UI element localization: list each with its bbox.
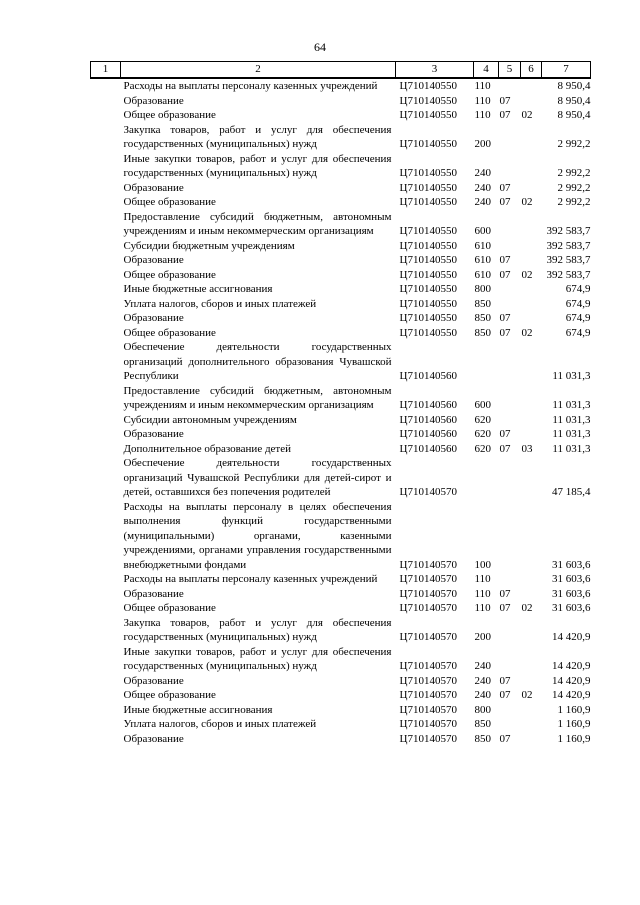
cell-amount: 2 992,2 <box>557 167 591 179</box>
table-row <box>91 311 591 326</box>
cell-amount: 1 160,9 <box>557 732 591 745</box>
cell-grp: 240 <box>474 167 491 179</box>
cell-code: Ц710140560 <box>399 442 457 455</box>
cell-sub <box>521 253 542 268</box>
cell-amount: 14 420,9 <box>552 631 591 643</box>
cell-code: Ц710140560 <box>399 413 457 426</box>
cell-grp: 620 <box>474 413 491 426</box>
cell-amount: 11 031,3 <box>552 413 591 426</box>
table-row <box>91 703 591 718</box>
cell-grp: 110 <box>474 587 491 600</box>
table-row <box>91 717 591 732</box>
cell-code: Ц710140550 <box>399 138 457 150</box>
cell-amount: 392 583,7 <box>546 254 591 266</box>
table-row <box>91 587 591 602</box>
cell-empty <box>91 601 121 616</box>
cell-grp: 110 <box>474 109 491 121</box>
cell-grp: 110 <box>474 80 491 92</box>
cell-grp: 600 <box>474 399 491 411</box>
cell-code: Ц710140550 <box>399 181 457 194</box>
cell-sec <box>499 717 521 732</box>
cell-grp: 850 <box>474 297 491 310</box>
cell-sec <box>499 123 521 152</box>
cell-name: Общее образование <box>123 689 216 701</box>
cell-name: Расходы на выплаты персоналу в целях обеспечения выполнения функций государственными (муниципальными) органами, казенными учреждениями, органами управления государственными внебюджетными фондами <box>123 500 392 571</box>
cell-grp: 240 <box>474 689 491 701</box>
table-row <box>91 282 591 297</box>
table-row <box>91 181 591 196</box>
cell-name: Общее образование <box>123 196 216 208</box>
cell-sub <box>521 78 542 94</box>
cell-sub <box>521 703 542 718</box>
cell-empty <box>91 456 121 500</box>
cell-name: Общее образование <box>123 326 216 339</box>
table-body <box>91 78 591 746</box>
column-header-4: 4 <box>474 62 499 79</box>
cell-sec: 07 <box>499 268 511 281</box>
table-row <box>91 297 591 312</box>
cell-code: Ц710140570 <box>399 486 457 498</box>
cell-sub <box>521 572 542 587</box>
cell-name: Иные закупки товаров, работ и услуг для обеспечения государственных (муниципальных) нужд <box>123 645 392 672</box>
cell-name: Закупка товаров, работ и услуг для обеспечения государственных (муниципальных) нужд <box>123 123 392 150</box>
cell-amount: 31 603,6 <box>552 587 591 600</box>
cell-sec <box>499 616 521 645</box>
table-row <box>91 239 591 254</box>
cell-empty <box>91 282 121 297</box>
cell-name: Образование <box>123 312 184 324</box>
cell-grp <box>474 340 499 384</box>
cell-code: Ц710140550 <box>399 80 457 92</box>
cell-amount: 14 420,9 <box>552 674 591 687</box>
cell-code: Ц710140560 <box>399 399 457 411</box>
cell-empty <box>91 311 121 326</box>
table-row <box>91 427 591 442</box>
page-number: 64 <box>314 40 326 54</box>
cell-code: Ц710140570 <box>399 718 457 730</box>
cell-amount: 11 031,3 <box>552 370 591 382</box>
cell-amount: 11 031,3 <box>552 399 591 411</box>
cell-empty <box>91 442 121 457</box>
cell-sub <box>521 340 542 384</box>
cell-sub: 03 <box>521 442 533 455</box>
cell-name: Расходы на выплаты персоналу казенных учреждений <box>123 573 378 585</box>
cell-name: Уплата налогов, сборов и иных платежей <box>123 297 317 310</box>
cell-sub <box>521 616 542 645</box>
cell-sub <box>521 152 542 181</box>
cell-name: Дополнительное образование детей <box>123 442 292 455</box>
cell-code: Ц710140550 <box>399 167 457 179</box>
cell-code: Ц710140550 <box>399 254 457 266</box>
table-row <box>91 732 591 747</box>
cell-name: Образование <box>123 181 184 194</box>
cell-sec <box>499 572 521 587</box>
cell-name: Закупка товаров, работ и услуг для обеспечения государственных (муниципальных) нужд <box>123 616 392 643</box>
cell-code: Ц710140550 <box>399 283 457 295</box>
cell-sub <box>521 297 542 312</box>
cell-sec: 07 <box>499 674 511 687</box>
cell-sub <box>521 587 542 602</box>
cell-code: Ц710140550 <box>399 196 457 208</box>
cell-amount: 1 160,9 <box>557 718 591 730</box>
cell-sec: 07 <box>499 312 511 324</box>
cell-empty <box>91 645 121 674</box>
cell-sub <box>521 384 542 413</box>
cell-amount: 14 420,9 <box>552 660 591 672</box>
cell-sub <box>521 181 542 196</box>
cell-sub <box>521 282 542 297</box>
cell-grp: 610 <box>474 268 491 281</box>
cell-empty <box>91 413 121 428</box>
cell-empty <box>91 108 121 123</box>
cell-grp <box>474 456 499 500</box>
cell-amount: 392 583,7 <box>546 239 591 252</box>
cell-empty <box>91 572 121 587</box>
cell-sec: 07 <box>499 109 511 121</box>
cell-name: Предоставление субсидий бюджетным, автономным учреждениям и иным некоммерческим организациям <box>123 210 392 237</box>
cell-code: Ц710140550 <box>399 326 457 339</box>
table-row <box>91 210 591 239</box>
cell-code: Ц710140550 <box>399 268 457 281</box>
cell-sec <box>499 500 521 573</box>
cell-sec <box>499 340 521 384</box>
cell-sub <box>521 123 542 152</box>
cell-empty <box>91 384 121 413</box>
cell-grp: 610 <box>474 254 491 266</box>
cell-empty <box>91 427 121 442</box>
cell-empty <box>91 500 121 573</box>
table-row <box>91 442 591 457</box>
cell-name: Иные бюджетные ассигнования <box>123 283 273 295</box>
cell-amount: 31 603,6 <box>552 573 591 585</box>
cell-name: Образование <box>123 674 184 687</box>
cell-code: Ц710140550 <box>399 297 457 310</box>
cell-grp: 200 <box>474 631 491 643</box>
cell-grp: 850 <box>474 732 491 745</box>
column-header-5: 5 <box>499 62 521 79</box>
cell-amount: 47 185,4 <box>552 486 591 498</box>
table-row <box>91 78 591 94</box>
cell-empty <box>91 587 121 602</box>
table-row <box>91 253 591 268</box>
table-row <box>91 384 591 413</box>
cell-sub: 02 <box>521 602 533 614</box>
cell-sec <box>499 210 521 239</box>
cell-amount: 11 031,3 <box>552 442 591 455</box>
cell-amount: 674,9 <box>565 326 591 339</box>
cell-amount: 8 950,4 <box>557 80 591 92</box>
cell-empty <box>91 717 121 732</box>
cell-name: Обеспечение деятельности государственных организаций дополнительного образования Чувашской Республики <box>123 341 392 382</box>
cell-sec <box>499 413 521 428</box>
cell-amount: 392 583,7 <box>546 225 591 237</box>
cell-code: Ц710140560 <box>399 370 457 382</box>
cell-amount: 8 950,4 <box>557 109 591 121</box>
table-row <box>91 413 591 428</box>
column-header-3: 3 <box>396 62 474 79</box>
cell-sub <box>521 500 542 573</box>
cell-code: Ц710140550 <box>399 239 457 252</box>
cell-name: Образование <box>123 587 184 600</box>
cell-name: Иные бюджетные ассигнования <box>123 703 273 716</box>
cell-sub <box>521 239 542 254</box>
cell-grp: 800 <box>474 283 491 295</box>
cell-name: Общее образование <box>123 109 216 121</box>
cell-grp: 110 <box>474 573 491 585</box>
cell-empty <box>91 688 121 703</box>
cell-code: Ц710140550 <box>399 225 457 237</box>
cell-sub <box>521 427 542 442</box>
cell-amount: 392 583,7 <box>546 268 591 281</box>
cell-sub <box>521 674 542 689</box>
column-header-1: 1 <box>91 62 121 79</box>
cell-name: Образование <box>123 94 184 107</box>
cell-amount: 1 160,9 <box>557 703 591 716</box>
cell-name: Общее образование <box>123 268 216 281</box>
cell-amount: 674,9 <box>565 312 591 324</box>
cell-code: Ц710140550 <box>399 312 457 324</box>
cell-empty <box>91 181 121 196</box>
cell-amount: 674,9 <box>565 297 591 310</box>
cell-sec <box>499 78 521 94</box>
cell-empty <box>91 210 121 239</box>
cell-grp: 240 <box>474 660 491 672</box>
cell-code: Ц710140570 <box>399 703 457 716</box>
cell-code: Ц710140570 <box>399 732 457 745</box>
cell-grp: 100 <box>474 558 491 571</box>
table-row <box>91 601 591 616</box>
cell-empty <box>91 78 121 94</box>
table-row <box>91 616 591 645</box>
cell-sec <box>499 384 521 413</box>
cell-amount: 2 992,2 <box>557 138 591 150</box>
cell-code: Ц710140570 <box>399 602 457 614</box>
table-row <box>91 688 591 703</box>
cell-name: Образование <box>123 732 184 745</box>
cell-name: Образование <box>123 254 184 266</box>
cell-name: Расходы на выплаты персоналу казенных учреждений <box>123 80 378 92</box>
cell-sec: 07 <box>499 602 511 614</box>
table-row <box>91 500 591 573</box>
cell-sub <box>521 311 542 326</box>
cell-empty <box>91 616 121 645</box>
cell-code: Ц710140550 <box>399 109 457 121</box>
cell-sub <box>521 717 542 732</box>
cell-sub <box>521 413 542 428</box>
cell-amount: 8 950,4 <box>557 94 591 107</box>
cell-code: Ц710140550 <box>399 94 457 107</box>
cell-code: Ц710140570 <box>399 631 457 643</box>
cell-amount: 674,9 <box>565 283 591 295</box>
cell-code: Ц710140560 <box>399 428 457 440</box>
cell-sub: 02 <box>521 268 533 281</box>
cell-sec: 07 <box>499 442 511 455</box>
cell-sec <box>499 456 521 500</box>
cell-sub <box>521 456 542 500</box>
cell-amount: 2 992,2 <box>557 181 591 194</box>
table-row <box>91 674 591 689</box>
cell-sec: 07 <box>499 732 511 745</box>
cell-empty <box>91 340 121 384</box>
table-row <box>91 108 591 123</box>
cell-amount: 31 603,6 <box>552 558 591 571</box>
cell-sec <box>499 152 521 181</box>
cell-sub <box>521 210 542 239</box>
cell-sub <box>521 732 542 747</box>
table-row <box>91 94 591 109</box>
cell-code: Ц710140570 <box>399 660 457 672</box>
cell-grp: 240 <box>474 674 491 687</box>
table-header <box>91 62 591 79</box>
cell-empty <box>91 732 121 747</box>
header-row <box>91 62 591 79</box>
cell-amount: 2 992,2 <box>557 196 591 208</box>
cell-sec: 07 <box>499 94 511 107</box>
cell-amount: 31 603,6 <box>552 602 591 614</box>
cell-sec: 07 <box>499 196 511 208</box>
cell-sub: 02 <box>521 109 533 121</box>
cell-grp: 110 <box>474 602 491 614</box>
cell-code: Ц710140570 <box>399 558 457 571</box>
cell-grp: 600 <box>474 225 491 237</box>
cell-amount: 14 420,9 <box>552 689 591 701</box>
cell-grp: 850 <box>474 718 491 730</box>
cell-amount: 11 031,3 <box>552 428 591 440</box>
cell-name: Предоставление субсидий бюджетным, автономным учреждениям и иным некоммерческим организациям <box>123 384 392 411</box>
cell-sec: 07 <box>499 689 511 701</box>
table-row <box>91 152 591 181</box>
cell-empty <box>91 674 121 689</box>
column-header-6: 6 <box>521 62 542 79</box>
cell-sub: 02 <box>521 326 533 339</box>
cell-grp: 240 <box>474 196 491 208</box>
cell-sec: 07 <box>499 428 511 440</box>
cell-grp: 850 <box>474 312 491 324</box>
cell-grp: 800 <box>474 703 491 716</box>
table-row <box>91 326 591 341</box>
cell-empty <box>91 703 121 718</box>
cell-sub <box>521 645 542 674</box>
cell-empty <box>91 123 121 152</box>
cell-empty <box>91 297 121 312</box>
cell-grp: 620 <box>474 442 491 455</box>
cell-sec: 07 <box>499 181 511 194</box>
cell-sec: 07 <box>499 587 511 600</box>
cell-empty <box>91 326 121 341</box>
cell-empty <box>91 94 121 109</box>
cell-sub: 02 <box>521 689 533 701</box>
cell-grp: 110 <box>474 94 491 107</box>
cell-sec <box>499 282 521 297</box>
cell-empty <box>91 268 121 283</box>
cell-code: Ц710140570 <box>399 573 457 585</box>
table-row <box>91 645 591 674</box>
cell-sec: 07 <box>499 254 511 266</box>
cell-grp: 240 <box>474 181 491 194</box>
cell-grp: 620 <box>474 428 491 440</box>
cell-empty <box>91 195 121 210</box>
cell-code: Ц710140570 <box>399 689 457 701</box>
cell-sec <box>499 239 521 254</box>
cell-sec: 07 <box>499 326 511 339</box>
column-header-7: 7 <box>542 62 591 79</box>
cell-code: Ц710140570 <box>399 674 457 687</box>
table-row <box>91 123 591 152</box>
cell-sub: 02 <box>521 196 533 208</box>
cell-empty <box>91 239 121 254</box>
cell-name: Субсидии автономным учреждениям <box>123 413 297 426</box>
cell-empty <box>91 152 121 181</box>
cell-name: Субсидии бюджетным учреждениям <box>123 239 295 252</box>
table-row <box>91 572 591 587</box>
cell-grp: 610 <box>474 239 491 252</box>
table-row <box>91 456 591 500</box>
cell-sec <box>499 645 521 674</box>
cell-grp: 200 <box>474 138 491 150</box>
cell-name: Образование <box>123 428 184 440</box>
cell-grp: 850 <box>474 326 491 339</box>
cell-name: Обеспечение деятельности государственных организаций Чувашской Республики для детей-сирот и детей, оставшихся без попечения родителей <box>123 457 392 498</box>
cell-empty <box>91 253 121 268</box>
table-row <box>91 340 591 384</box>
cell-name: Уплата налогов, сборов и иных платежей <box>123 718 317 730</box>
cell-code: Ц710140570 <box>399 587 457 600</box>
table-row <box>91 195 591 210</box>
table-row <box>91 268 591 283</box>
budget-table <box>90 61 591 746</box>
cell-name: Общее образование <box>123 602 216 614</box>
cell-sec <box>499 297 521 312</box>
column-header-2: 2 <box>121 62 396 79</box>
cell-sub <box>521 94 542 109</box>
cell-sec <box>499 703 521 718</box>
cell-name: Иные закупки товаров, работ и услуг для обеспечения государственных (муниципальных) нужд <box>123 152 392 179</box>
